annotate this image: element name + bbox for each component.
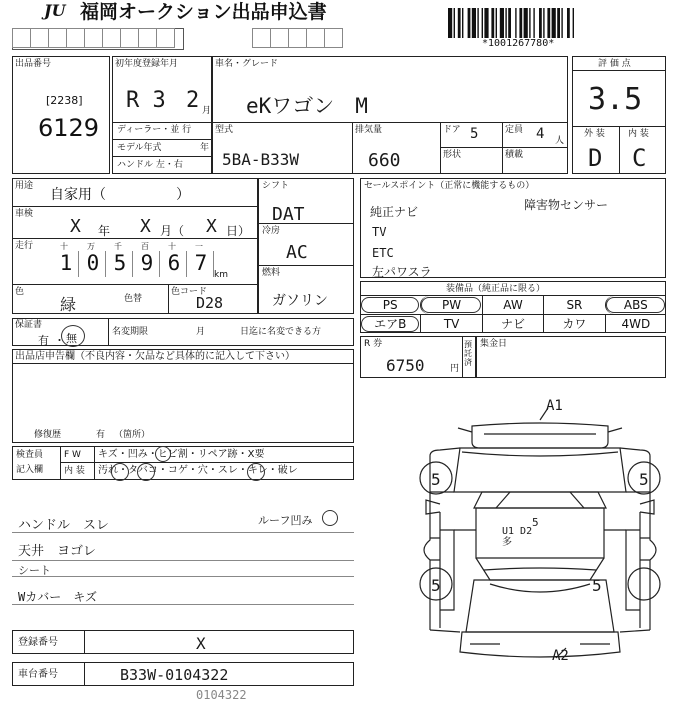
color-change-label: 色替 <box>124 294 143 304</box>
vin-label: 車台番号 <box>18 669 58 680</box>
reg-box <box>12 630 354 654</box>
inspect-month-unit: 月（ <box>160 224 185 238</box>
logo <box>44 2 78 20</box>
note-right: ルーフ凹み <box>258 514 313 527</box>
barcode-bar <box>454 8 455 38</box>
form-title: 福岡オークション出品申込書 <box>80 1 327 23</box>
title-cell <box>102 28 121 48</box>
barcode-bar <box>468 8 471 38</box>
wheel-score-bl: 5 <box>431 576 441 595</box>
mileage-unit-label: 十 <box>60 242 68 251</box>
barcode-bar <box>547 8 550 38</box>
dealer-label: ディーラー・並 行 <box>117 125 192 135</box>
equipment-item: 4WD <box>605 315 666 333</box>
sales-item-4: 左パワスラ <box>372 265 432 279</box>
title-cell <box>84 28 103 48</box>
inspector-row-2: 汚れ・タバコ・コゲ・穴・スレ・キレ・破レ <box>98 465 298 476</box>
capacity-unit: 人 <box>555 136 565 146</box>
barcode-bar <box>573 8 574 38</box>
equipment-item: SR <box>543 296 604 314</box>
mileage-digit: 6 <box>162 251 187 277</box>
barcode-bar <box>519 8 522 38</box>
ext-value: D <box>588 144 603 172</box>
handle-label: ハンドル 左・右 <box>117 160 183 170</box>
door-label: ドア <box>443 125 461 135</box>
lot-label: 出品番号 <box>15 59 52 69</box>
sales-item-2: TV <box>372 225 387 239</box>
mileage-digit: 7 <box>189 251 214 277</box>
note-right-circle <box>322 510 338 526</box>
equipment-item: AW <box>482 296 543 314</box>
barcode-bar <box>552 8 556 38</box>
equipment-item: PS <box>360 296 420 314</box>
car-center-score: 5 <box>532 516 539 529</box>
barcode-bar <box>448 8 452 38</box>
inspector-label-1: 検査員 <box>16 450 44 460</box>
year-month-unit: 月 <box>202 106 212 116</box>
color-label: 色 <box>15 287 25 297</box>
inspect-year: X <box>70 216 81 237</box>
wheel-score-tr: 5 <box>639 470 649 489</box>
warranty-sep: ・ <box>54 334 65 347</box>
inspect-month: X <box>140 216 151 237</box>
mileage-digit: 9 <box>135 251 160 277</box>
note-3: シート <box>18 564 51 577</box>
inspector-label-2: 記入欄 <box>16 465 44 475</box>
note-2: 天井 ヨゴレ <box>18 544 97 559</box>
barcode-bar <box>477 8 478 38</box>
vin-value: B33W-0104322 <box>120 666 229 684</box>
name-value: eKワゴン M <box>246 94 368 118</box>
title-cell <box>156 28 175 48</box>
lot-number: 6129 <box>38 114 100 142</box>
title-cell <box>288 28 307 48</box>
inspector-int: 内 装 <box>64 466 85 476</box>
equipment-row-1 <box>360 296 666 314</box>
year-era: R 3 <box>126 88 166 113</box>
title-cell <box>30 28 49 48</box>
repair-yes: 有 <box>96 430 106 440</box>
recycle-unit: 円 <box>450 364 460 374</box>
door-value: 5 <box>470 126 479 142</box>
barcode-bar <box>458 8 461 38</box>
barcode-bar <box>500 8 504 38</box>
equipment-item: TV <box>420 315 481 333</box>
shape-label: 形状 <box>443 150 462 160</box>
model-label: 型式 <box>215 125 234 135</box>
title-cell <box>48 28 67 48</box>
mileage-digits <box>50 251 214 279</box>
mileage-unit-label: 一 <box>195 242 203 251</box>
mileage-unit-label: 千 <box>114 242 122 251</box>
equipment-row-2 <box>360 315 666 333</box>
mileage-unit: km <box>214 270 228 280</box>
color-code-label: 色コード <box>171 287 208 297</box>
sales-item-3: ETC <box>372 246 394 260</box>
title-cell <box>252 28 271 48</box>
cc-value: 660 <box>368 150 401 171</box>
reg-label: 登録番号 <box>18 637 58 648</box>
color-code-value: D28 <box>196 294 224 312</box>
barcode-bar <box>524 8 528 38</box>
year-label: 初年度登録年月 <box>115 59 179 69</box>
shift-label: シフト <box>262 181 290 191</box>
shift-value: DAT <box>272 204 305 225</box>
warranty-period-unit: 月 <box>196 327 206 337</box>
fuel-value: ガソリン <box>272 293 328 309</box>
warranty-label: 保証書 <box>15 320 43 330</box>
barcode-bar <box>491 8 494 38</box>
inspect-label: 車検 <box>15 209 34 219</box>
barcode-bar <box>543 8 544 38</box>
ext-label: 外 装 <box>584 129 605 139</box>
warranty-period-label: 名変期限 <box>112 327 149 337</box>
wheel-score-tl: 5 <box>431 470 441 489</box>
logo-mark: JU <box>44 1 66 20</box>
year-month: 2 <box>186 88 200 113</box>
lot-sub: [2238] <box>46 94 83 107</box>
title-cell <box>324 28 343 48</box>
int-label: 内 装 <box>628 129 649 139</box>
barcode-bar <box>561 8 562 38</box>
barcode-bar <box>567 8 570 38</box>
ac-label: 冷房 <box>262 226 281 236</box>
barcode-number: *1001267780* <box>482 38 555 49</box>
barcode-bar <box>496 8 497 38</box>
car-label-front: A1 <box>546 398 563 414</box>
color-value: 緑 <box>60 295 77 314</box>
title-cell <box>12 28 31 48</box>
barcode-bar <box>529 8 530 38</box>
mark-circle-2 <box>111 463 129 481</box>
fuel-label: 燃料 <box>262 268 281 278</box>
note-4: Wカバー キズ <box>18 590 97 604</box>
equipment-item: ナビ <box>482 315 543 333</box>
barcode-bar <box>505 8 506 38</box>
recycle-label: R 券 <box>364 339 383 349</box>
sales-item-5: 障害物センサー <box>524 198 609 212</box>
usage-value: 自家用（ ） <box>50 187 190 203</box>
barcode-bar <box>462 8 463 38</box>
title-cell <box>306 28 325 48</box>
inspect-year-unit: 年 <box>98 224 111 238</box>
inspector-fw: F W <box>64 450 81 460</box>
cc-label: 排気量 <box>355 125 383 135</box>
car-label-rear: A2 <box>552 648 569 664</box>
score-label: 評 価 点 <box>598 59 631 69</box>
usage-label: 用途 <box>15 181 34 191</box>
inspector-row-1: キズ・凹み・ヒビ割・リペア跡・X要 <box>98 449 265 460</box>
inspect-day: X <box>206 216 217 237</box>
barcode-bar <box>539 8 542 38</box>
warranty-note: 日迄に名変できる方 <box>240 327 322 337</box>
mileage-unit-label: 百 <box>141 242 149 251</box>
sales-item-1: 純正ナビ <box>370 205 419 219</box>
equipment-item: ABS <box>605 296 666 314</box>
mileage-units <box>52 241 212 251</box>
inspect-day-unit: 日） <box>226 224 251 238</box>
declare-label: 出品店申告欄（不良内容・欠品など具体的に記入して下さい） <box>15 351 295 362</box>
barcode <box>446 8 636 38</box>
car-center-mark: U1 D2 多 <box>502 526 533 548</box>
warranty-no: 無 <box>66 332 77 345</box>
title-cell <box>66 28 85 48</box>
repair-label: 修復歴 <box>34 430 62 440</box>
mark-circle-1 <box>155 446 171 462</box>
int-value: C <box>632 144 647 172</box>
mileage-digit: 5 <box>108 251 133 277</box>
title-cell <box>138 28 157 48</box>
title-cell <box>270 28 289 48</box>
warranty-yes: 有 <box>38 334 49 347</box>
barcode-bar <box>482 8 483 38</box>
score-value: 3.5 <box>588 82 643 117</box>
mark-circle-4 <box>247 463 265 481</box>
barcode-bar <box>484 8 488 38</box>
wheel-score-br: 5 <box>592 576 602 595</box>
mileage-digit: 0 <box>81 251 106 277</box>
repair-part: （箇所） <box>114 430 151 440</box>
equipment-item: エアB <box>360 315 420 333</box>
barcode-bar <box>515 8 516 38</box>
reg-value: X <box>196 634 206 653</box>
barcode-bar <box>557 8 560 38</box>
ac-value: AC <box>286 242 308 263</box>
capacity-label: 定員 <box>505 125 524 135</box>
model-year-unit: 年 <box>200 143 210 153</box>
mark-circle-3 <box>137 463 155 481</box>
mileage-unit-label: 十 <box>168 242 176 251</box>
title-cell <box>120 28 139 48</box>
barcode-bar <box>533 8 534 38</box>
warranty-no-circle <box>61 325 85 347</box>
mileage-unit-label: 万 <box>87 242 95 251</box>
equipment-item: PW <box>420 296 481 314</box>
equipment-item: カワ <box>543 315 604 333</box>
note-1: ハンドル スレ <box>18 518 110 533</box>
sales-label: セールスポイント（正常に機能するもの） <box>364 181 535 191</box>
recycle-value: 6750 <box>386 356 425 375</box>
vin-faint: 0104322 <box>196 688 247 702</box>
capacity-value: 4 <box>536 126 545 142</box>
mileage-digit: 1 <box>54 251 79 277</box>
barcode-bar <box>508 8 511 38</box>
barcode-graphic <box>446 8 636 38</box>
remark-label: 集金日 <box>480 339 508 349</box>
load-label: 積載 <box>505 150 524 160</box>
name-label: 車名・グレード <box>215 59 279 69</box>
equipment-label: 装備品（純正品に限る） <box>446 284 546 294</box>
barcode-bar <box>472 8 476 38</box>
recycle-note: 預託済 <box>464 340 472 367</box>
mileage-label: 走行 <box>15 241 34 251</box>
model-year-label: モデル年式 <box>117 143 162 153</box>
model-value: 5BA-B33W <box>222 150 300 169</box>
